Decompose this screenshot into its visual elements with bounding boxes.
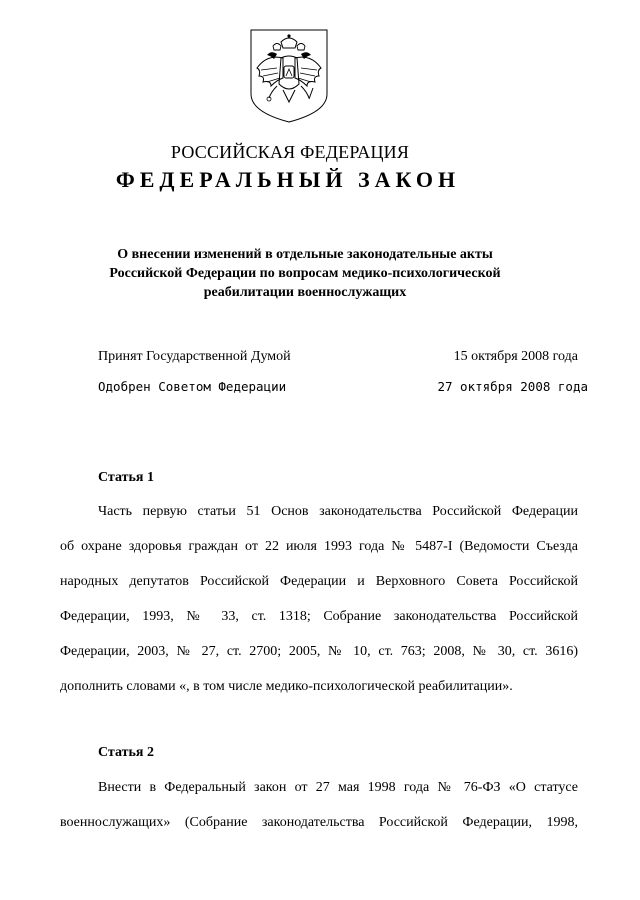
- paragraph-line: об охране здоровья граждан от 22 июля 1993 года № 5487-I (Ведомости Съезда: [60, 539, 578, 554]
- coat-of-arms-icon: [247, 28, 331, 124]
- adopted-date: 15 октября 2008 года: [453, 349, 578, 364]
- law-title-line: Российской Федерации по вопросам медико-психологической: [109, 266, 501, 281]
- country-name: РОССИЙСКАЯ ФЕДЕРАЦИЯ: [170, 142, 410, 162]
- paragraph-line: Внести в Федеральный закон от 27 мая 1998 года № 76-ФЗ «О статусе: [98, 780, 578, 795]
- approved-label: Одобрен Советом Федерации: [98, 379, 287, 394]
- paragraph-line: Часть первую статьи 51 Основ законодательства Российской Федерации: [98, 504, 578, 519]
- approved-date: 27 октября 2008 года: [437, 379, 588, 394]
- law-type-heading: ФЕДЕРАЛЬНЫЙ ЗАКОН: [115, 167, 461, 192]
- paragraph-line: военнослужащих» (Собрание законодательства Российской Федерации, 1998,: [60, 815, 578, 830]
- paragraph-line: Федерации, 2003, № 27, ст. 2700; 2005, № 10, ст. 763; 2008, № 30, ст. 3616): [60, 644, 578, 659]
- law-title: [70, 245, 540, 302]
- article-1-heading: Статья 1: [98, 470, 154, 485]
- paragraph-line: Федерации, 1993, № 33, ст. 1318; Собрание законодательства Российской: [60, 609, 578, 624]
- law-title-line: О внесении изменений в отдельные законодательные акты: [117, 247, 493, 262]
- law-title-line: реабилитации военнослужащих: [203, 285, 407, 300]
- paragraph-line: народных депутатов Российской Федерации и Верховного Совета Российской: [60, 574, 578, 589]
- article-1-text: [60, 494, 578, 704]
- article-2-heading: Статья 2: [98, 745, 154, 760]
- paragraph-line: дополнить словами «, в том числе медико-психологической реабилитации».: [60, 679, 513, 694]
- adopted-label: Принят Государственной Думой: [98, 349, 291, 364]
- article-2-text: [60, 770, 578, 840]
